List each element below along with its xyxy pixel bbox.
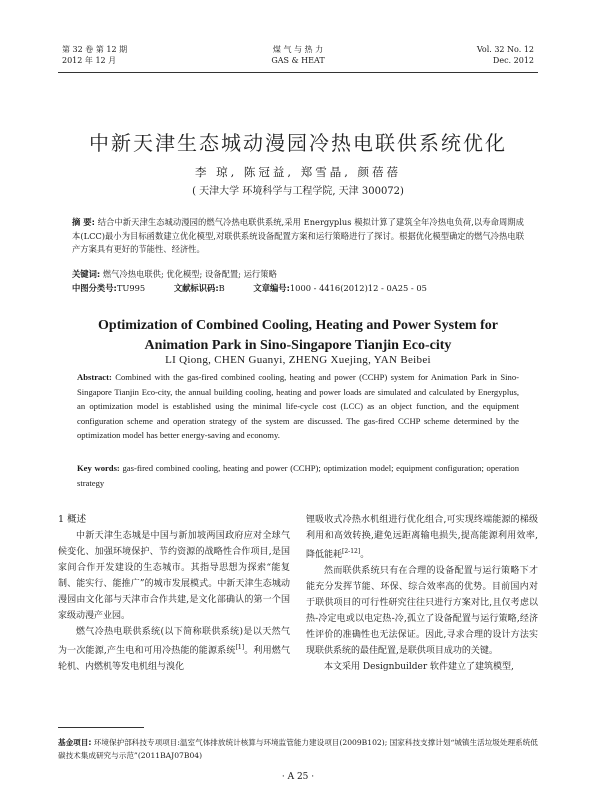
doc-label: 文献标识码: [173, 283, 219, 293]
abstract-en [77, 370, 519, 443]
abstract-cn-label: 摘 要: [72, 217, 95, 227]
body-text: 。 [360, 550, 370, 560]
body-column-left [58, 512, 290, 675]
classification-cn [72, 282, 524, 295]
document-code [174, 283, 225, 293]
body-paragraph [306, 512, 538, 563]
header-date-cn: 2012 年 12 月 [62, 56, 117, 65]
body-text: 锂吸收式冷热水机组进行优化组合,可实现终端能源的梯级利用和高效转换,避免远距离输电损失,提高能源利用效率,降低能耗 [306, 515, 538, 560]
keywords-cn-text: 燃气冷热电联供; 优化模型; 设备配置; 运行策略 [102, 269, 277, 279]
body-text: 燃气冷热电联供系统(以下简称联供系统)是以天然气为一次能源,产生电和可用冷热能的能源系统 [58, 627, 290, 656]
citation-ref: [1] [235, 644, 245, 651]
keywords-en-text: gas-fired combined cooling, heating and power (CCHP); optimization model; equipment configuration; operation strategy [77, 463, 519, 488]
funding-note [58, 736, 538, 762]
header-journal-en: GAS & HEAT [271, 56, 325, 65]
paper-title-en [0, 316, 596, 356]
keywords-en-label: Key words: [77, 463, 120, 473]
keywords-en [77, 461, 519, 490]
body-paragraph: 中新天津生态城是中国与新加坡两国政府应对全球气候变化、加强环境保护、节约资源的战略性合作项目,是国家间合作开发建设的生态城市。其指导思想为探索“能复制、能实行、能推广”的城市发展模式。中新天津生态城动漫园由文化部与天津市合作共建,是文化部确认的第一个国家级动漫产业园。 [58, 531, 290, 621]
clc-number [72, 283, 145, 293]
page-number: · A 25 · [281, 772, 315, 782]
abstract-en-text: Combined with the gas-fired combined cooling, heating and power (CCHP) system for Animation Park in Sino-Singapore Tianjin Eco-city, the annual building cooling, heating and power loads are simulated and calculated by Energyplus, an optimization model is established using the minimal life-cycle cost (LCC) as an object function, and the equipment configuration scheme and operation strategy of the system are discussed. The gas-fired CCHP scheme determined by the optimization model has better energy-saving and economy. [77, 372, 519, 440]
paper-title-en-line1: Optimization of Combined Cooling, Heating and Power System for [98, 318, 498, 333]
citation-ref: [2-12] [342, 548, 361, 555]
body-paragraph: 本文采用 Designbuilder 软件建立了建筑模型, [324, 662, 514, 672]
funding-label: 基金项目: [58, 738, 92, 747]
body-column-right [306, 512, 538, 675]
affiliation-cn: ( 天津大学 环境科学与工程学院, 天津 300072) [192, 186, 404, 197]
body-paragraph: 然而联供系统只有在合理的设备配置与运行策略下才能充分发挥节能、环保、综合效率高的优势。目前国内对于联供项目的可行性研究往往只进行方案对比,且仅考虑以热-冷定电或以电定热-冷,孤立了设备配置与运行策略,经济性评价的准确性也无法保证。因此,寻求合理的设计方法实现联供系统的最佳配置,是联供项目成功的关键。 [306, 566, 538, 656]
header-rule [58, 72, 538, 73]
header-volume-issue: 第 32 卷 第 12 期 [62, 45, 128, 54]
abstract-en-label: Abstract: [77, 372, 112, 382]
authors-cn: 李 琼, 陈冠益, 郑雪晶, 颜蓓蓓 [194, 165, 402, 179]
article-number [253, 283, 427, 293]
clc-label: 中图分类号: [72, 283, 117, 293]
paper-title-en-line2: Animation Park in Sino-Singapore Tianjin Eco-city [144, 338, 452, 353]
abstract-cn-text: 结合中新天津生态城动漫园的燃气冷热电联供系统,采用 Energyplus 模拟计算了建筑全年冷热电负荷,以寿命周期成本(LCC)最小为目标函数建立优化模型,对联供系统设备配置方案和运行策略进行了探讨。根据优化模型确定的燃气冷热电联产方案具有更好的节能性、经济性。 [72, 217, 524, 255]
section-heading-overview: 1 概述 [58, 514, 87, 525]
footnote-rule [58, 727, 144, 728]
abstract-cn [72, 216, 524, 257]
clc-value: TU995 [116, 283, 146, 293]
body-text: 。利用燃气轮机、内燃机等发电机组与溴化 [58, 646, 290, 672]
article-value: 1000 - 4416(2012)12 - 0A25 - 05 [289, 283, 427, 293]
header-journal-cn: 煤 气 与 热 力 [272, 45, 324, 54]
article-label: 文章编号: [253, 283, 290, 293]
header-date-en: Dec. 2012 [492, 56, 534, 65]
authors-en: LI Qiong, CHEN Guanyi, ZHENG Xuejing, YAN Beibei [165, 354, 431, 366]
keywords-cn [72, 268, 524, 281]
running-header-volume-en [477, 44, 534, 66]
header-volume-en: Vol. 32 No. 12 [476, 45, 534, 54]
keywords-cn-label: 关键词: [72, 269, 101, 279]
paper-title-cn: 中新天津生态城动漫园冷热电联供系统优化 [89, 131, 507, 155]
doc-value: B [218, 283, 225, 293]
body-paragraph [58, 624, 290, 675]
funding-text: 环境保护部科技专项项目:温室气体排放统计核算与环境监管能力建设项目(2009B102); 国家科技支撑计划“城镇生活垃圾处理系统低碳技术集成研究与示范”(2011BAJ07B04) [58, 738, 538, 760]
